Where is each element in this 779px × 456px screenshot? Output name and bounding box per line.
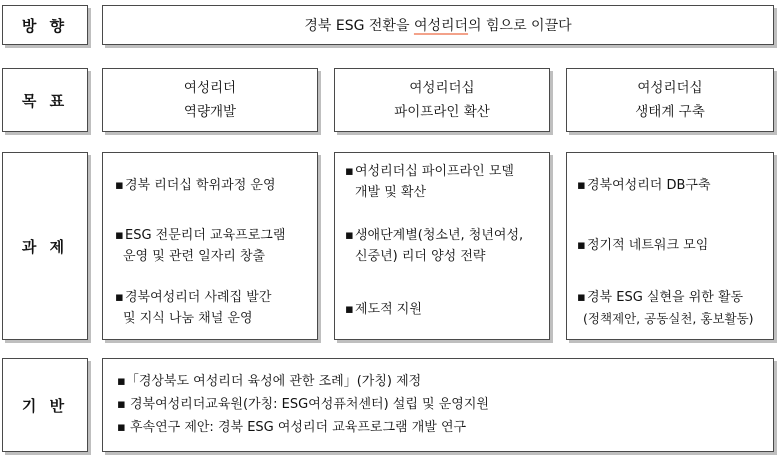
task-3-item-1 <box>577 175 769 196</box>
base-item-1 <box>117 372 421 392</box>
bullet-icon: ▪ <box>577 238 586 253</box>
bullet-icon: ▪ <box>577 290 586 305</box>
task-1-item-2-line2: 운영 및 관련 일자리 창출 <box>123 249 266 264</box>
direction-text-before: 경북 ESG 전환을 <box>304 18 414 34</box>
task-box-2 <box>334 152 550 340</box>
goal-3-line1: 여성리더십 <box>637 80 703 96</box>
task-box-1 <box>102 152 318 340</box>
task-3-item-2 <box>577 235 769 256</box>
task-1-item-3-line2: 및 지식 나눔 채널 운영 <box>123 311 253 326</box>
goal-box-3 <box>566 68 774 132</box>
task-2-item-1 <box>345 161 545 203</box>
task-2-item-2 <box>345 225 545 267</box>
task-3-item-2-line1: 정기적 네트워크 모임 <box>587 238 709 253</box>
task-box-3 <box>566 152 774 340</box>
row-label-base <box>2 358 88 452</box>
base-item-1-text: 「경상북도 여성리더 육성에 관한 조례」(가칭) 제정 <box>125 374 422 389</box>
task-1-item-3 <box>115 287 311 329</box>
goal-3-line2: 생태계 구축 <box>635 104 705 120</box>
task-3-item-1-line1: 경북여성리더 DB구축 <box>587 178 711 193</box>
goal-1-line1: 여성리더 <box>183 80 237 96</box>
task-3-item-3-line1: 경북 ESG 실현을 위한 활동 <box>587 290 744 305</box>
task-2-item-3 <box>345 299 545 320</box>
goal-2-line1: 여성리더십 <box>409 80 475 96</box>
task-3-item-3 <box>577 287 771 329</box>
bullet-icon: ▪ <box>117 374 126 389</box>
row-label-task <box>2 152 88 340</box>
row-label-goal-text: 목 표 <box>21 91 69 110</box>
goal-1-line2: 역량개발 <box>183 104 237 120</box>
base-item-2 <box>117 395 489 415</box>
task-2-item-2-line1: 생애단계별(청소년, 청년여성, <box>355 228 524 243</box>
direction-text-after: 의 힘으로 이끌다 <box>468 18 572 34</box>
direction-statement <box>304 15 571 35</box>
base-box <box>102 358 774 452</box>
task-2-item-3-line1: 제도적 지원 <box>355 302 422 317</box>
bullet-icon: ▪ <box>117 397 126 412</box>
task-1-item-2 <box>115 225 311 267</box>
bullet-icon: ▪ <box>117 420 126 435</box>
task-2-item-1-line2: 개발 및 확산 <box>355 185 427 200</box>
row-label-direction <box>2 5 88 45</box>
goal-box-2 <box>334 68 550 132</box>
base-item-3-text: 후속연구 제안: 경북 ESG 여성리더 교육프로그램 개발 연구 <box>129 420 467 435</box>
row-label-direction-text: 방 향 <box>21 16 69 35</box>
row-label-goal <box>2 68 88 132</box>
task-2-item-1-line1: 여성리더십 파이프라인 모델 <box>355 164 514 179</box>
row-label-base-text: 기 반 <box>21 396 69 415</box>
bullet-icon: ▪ <box>115 228 124 243</box>
direction-highlight: 여성리더 <box>413 18 469 34</box>
bullet-icon: ▪ <box>115 290 124 305</box>
base-item-2-text: 경북여성리더교육원(가칭: ESG여성퓨처센터) 설립 및 운영지원 <box>129 397 489 412</box>
bullet-icon: ▪ <box>345 164 354 179</box>
goal-box-1 <box>102 68 318 132</box>
task-1-item-2-line1: ESG 전문리더 교육프로그램 <box>125 228 286 243</box>
task-2-item-2-line2: 신중년) 리더 양성 전략 <box>355 249 486 264</box>
task-3-item-3-line2: (정책제안, 공동실천, 홍보활동) <box>583 311 754 326</box>
task-1-item-1 <box>115 175 311 196</box>
bullet-icon: ▪ <box>577 178 586 193</box>
bullet-icon: ▪ <box>345 302 354 317</box>
task-1-item-3-line1: 경북여성리더 사례집 발간 <box>125 290 272 305</box>
goal-2-line2: 파이프라인 확산 <box>394 104 490 120</box>
base-item-3 <box>117 418 466 438</box>
bullet-icon: ▪ <box>345 228 354 243</box>
row-label-task-text: 과 제 <box>21 237 69 256</box>
direction-box <box>102 5 774 45</box>
task-1-item-1-line1: 경북 리더십 학위과정 운영 <box>125 178 276 193</box>
bullet-icon: ▪ <box>115 178 124 193</box>
